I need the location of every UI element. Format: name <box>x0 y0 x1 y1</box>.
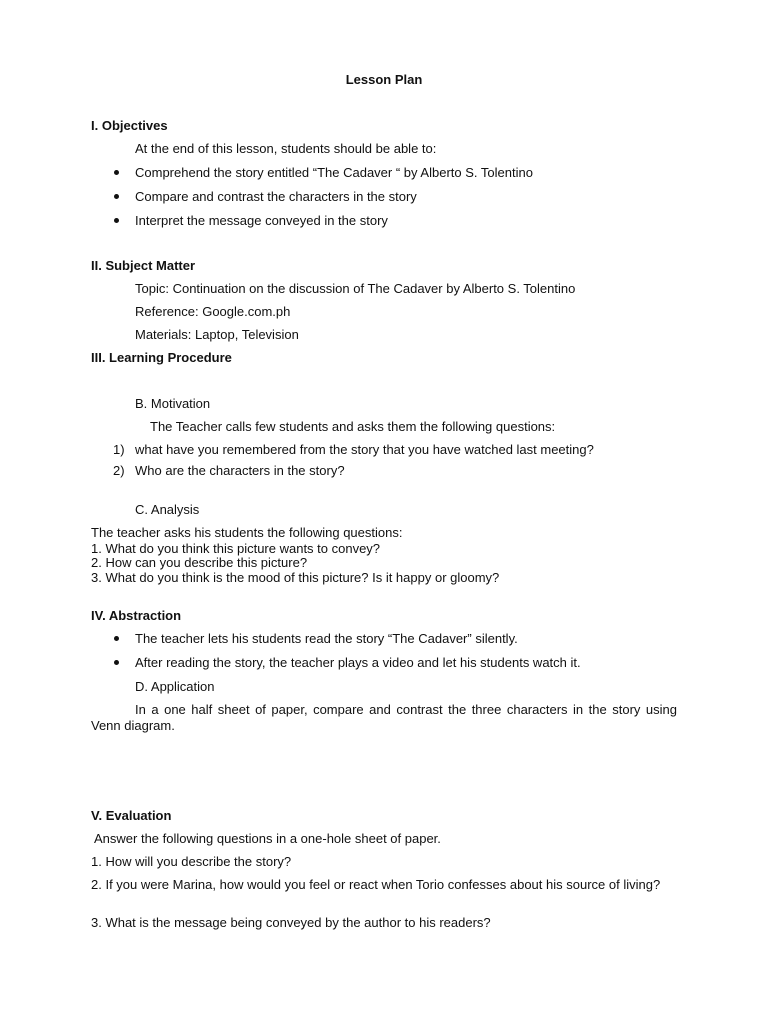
bullet-icon <box>114 636 119 641</box>
abstraction-item: After reading the story, the teacher plays a video and let his students watch it. <box>135 655 581 670</box>
question-number: 2) <box>113 463 125 478</box>
application-text: In a one half sheet of paper, compare and contrast the three characters in the story using Venn diagram. <box>91 702 677 733</box>
evaluation-question: 1. How will you describe the story? <box>91 854 292 869</box>
objective-item: Compare and contrast the characters in the story <box>135 189 417 204</box>
analysis-question: 1. What do you think this picture wants to convey? <box>91 541 381 556</box>
evaluation-heading: V. Evaluation <box>91 808 172 823</box>
evaluation-question: 2. If you were Marina, how would you feel or react when Torio confesses about his source of living? <box>91 877 661 892</box>
motivation-question: Who are the characters in the story? <box>135 463 345 478</box>
bullet-icon <box>114 218 119 223</box>
objective-item: Comprehend the story entitled “The Cadaver “ by Alberto S. Tolentino <box>135 165 533 180</box>
subject-topic: Topic: Continuation on the discussion of The Cadaver by Alberto S. Tolentino <box>135 281 576 296</box>
motivation-label: B. Motivation <box>135 396 211 411</box>
analysis-intro: The teacher asks his students the following questions: <box>91 525 403 540</box>
learning-procedure-heading: III. Learning Procedure <box>91 350 232 365</box>
abstraction-heading: IV. Abstraction <box>91 608 182 623</box>
bullet-icon <box>114 660 119 665</box>
motivation-intro: The Teacher calls few students and asks them the following questions: <box>150 419 556 434</box>
objective-item: Interpret the message conveyed in the story <box>135 213 388 228</box>
subject-materials: Materials: Laptop, Television <box>135 327 299 342</box>
motivation-question: what have you remembered from the story that you have watched last meeting? <box>135 442 594 457</box>
objectives-heading: I. Objectives <box>91 118 168 133</box>
subject-reference: Reference: Google.com.ph <box>135 304 291 319</box>
objectives-intro: At the end of this lesson, students should be able to: <box>135 141 437 156</box>
bullet-icon <box>114 170 119 175</box>
page-title: Lesson Plan <box>345 72 423 87</box>
analysis-label: C. Analysis <box>135 502 200 517</box>
application-label: D. Application <box>135 679 215 694</box>
abstraction-item: The teacher lets his students read the story “The Cadaver” silently. <box>135 631 518 646</box>
evaluation-intro: Answer the following questions in a one-hole sheet of paper. <box>94 831 441 846</box>
evaluation-question: 3. What is the message being conveyed by the author to his readers? <box>91 915 491 930</box>
question-number: 1) <box>113 442 125 457</box>
subject-matter-heading: II. Subject Matter <box>91 258 196 273</box>
analysis-question: 2. How can you describe this picture? <box>91 555 308 570</box>
bullet-icon <box>114 194 119 199</box>
analysis-question: 3. What do you think is the mood of this picture? Is it happy or gloomy? <box>91 570 500 585</box>
